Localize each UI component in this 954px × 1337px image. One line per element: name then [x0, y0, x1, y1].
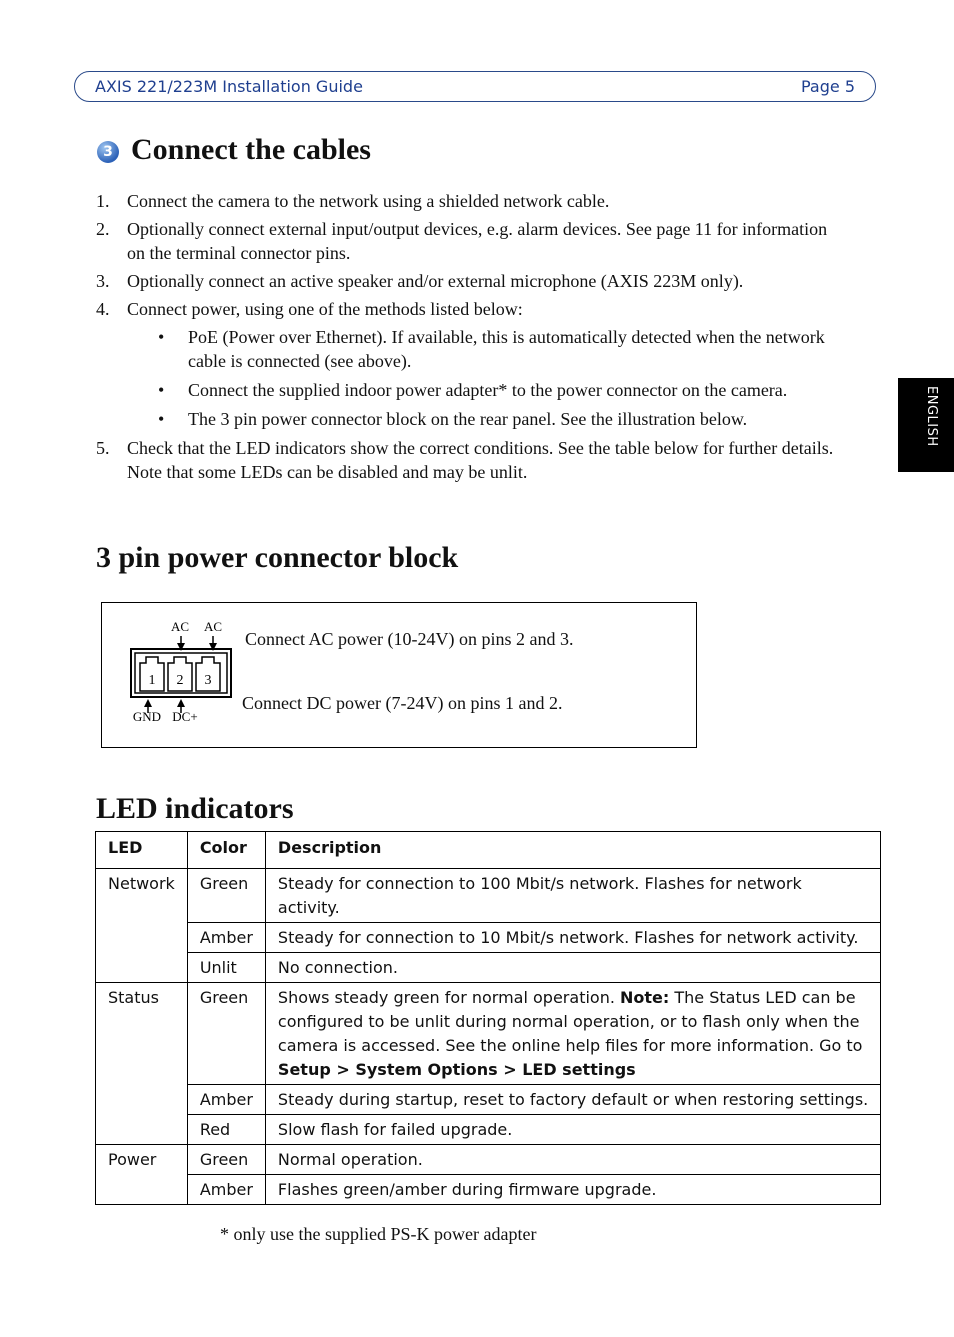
led-description: Steady during startup, reset to factory default or when restoring settings.	[265, 1085, 880, 1115]
guide-title: AXIS 221/223M Installation Guide	[95, 77, 363, 96]
list-item: • PoE (Power over Ethernet). If available, this is automatically detected when the network cable is connected (see above).	[158, 327, 825, 371]
led-name: Power	[96, 1145, 188, 1205]
led-color: Green	[187, 983, 265, 1085]
footnote: * only use the supplied PS-K power adapter	[220, 1224, 537, 1244]
pin-number-2: 2	[176, 673, 184, 688]
pin-label-gnd: GND	[132, 709, 162, 724]
table-row	[96, 1085, 881, 1115]
led-description: Flashes green/amber during firmware upgrade.	[265, 1175, 880, 1205]
steps-list	[96, 189, 846, 488]
note-label: Note:	[620, 988, 670, 1007]
dc-power-note: Connect DC power (7-24V) on pins 1 and 2.	[242, 693, 563, 713]
list-item: 4. Connect power, using one of the methods listed below:	[96, 299, 523, 319]
section-title: LED indicators	[96, 792, 294, 825]
section-title: Connect the cables	[131, 133, 371, 166]
connector-illustration	[101, 602, 697, 748]
table-row	[96, 1175, 881, 1205]
led-description: Steady for connection to 100 Mbit/s network. Flashes for network activity.	[265, 869, 880, 923]
led-color: Green	[187, 869, 265, 923]
ac-power-note: Connect AC power (10-24V) on pins 2 and 3.	[245, 629, 574, 649]
pin-number-1: 1	[148, 673, 156, 688]
list-item: 5. Check that the LED indicators show the correct conditions. See the table below for further details. Note that some LEDs can be disabled and may be unlit.	[96, 438, 834, 482]
column-header: LED	[96, 832, 188, 869]
table-header-row	[96, 832, 881, 869]
page-header	[74, 71, 876, 102]
step-number-icon: 3	[97, 141, 119, 163]
column-header: Color	[187, 832, 265, 869]
led-description: Steady for connection to 10 Mbit/s network. Flashes for network activity.	[265, 923, 880, 953]
column-header: Description	[265, 832, 880, 869]
led-table	[95, 831, 881, 1205]
table-row	[96, 983, 881, 1085]
list-item: 1. Connect the camera to the network using a shielded network cable.	[96, 191, 610, 211]
led-description: No connection.	[265, 953, 880, 983]
led-color: Green	[187, 1145, 265, 1175]
pin-number-3: 3	[204, 673, 212, 688]
led-name: Status	[96, 983, 188, 1145]
led-description: Normal operation.	[265, 1145, 880, 1175]
section-title: 3 pin power connector block	[96, 541, 459, 574]
table-row	[96, 923, 881, 953]
led-color: Amber	[187, 1085, 265, 1115]
table-row	[96, 1115, 881, 1145]
led-description: Slow flash for failed upgrade.	[265, 1115, 880, 1145]
list-item: 3. Optionally connect an active speaker and/or external microphone (AXIS 223M only).	[96, 271, 744, 291]
table-row	[96, 953, 881, 983]
pin-label-dc: DC+	[172, 709, 198, 724]
connector-diagram	[102, 603, 242, 747]
page-number: Page 5	[801, 77, 855, 96]
section-connect-cables-heading	[97, 133, 371, 167]
list-item: 2. Optionally connect external input/output devices, e.g. alarm devices. See page 11 for information on the terminal connector pins.	[96, 219, 828, 263]
settings-path: Setup > System Options > LED settings	[277, 1060, 636, 1079]
table-row	[96, 869, 881, 923]
language-tab	[898, 378, 954, 472]
language-label: ENGLISH	[924, 386, 939, 447]
pin-label-ac-2: AC	[203, 619, 223, 634]
table-row	[96, 1145, 881, 1175]
led-color: Amber	[187, 1175, 265, 1205]
pin-label-ac-1: AC	[170, 619, 190, 634]
led-color: Red	[187, 1115, 265, 1145]
led-name: Network	[96, 869, 188, 983]
list-item: • The 3 pin power connector block on the rear panel. See the illustration below.	[158, 409, 748, 429]
list-item: • Connect the supplied indoor power adapter* to the power connector on the camera.	[158, 380, 788, 400]
power-methods-list	[158, 325, 846, 431]
led-description: Shows steady green for normal operation. Note: The Status LED can be configured to be unlit during normal operation, or to flash only when the camera is accessed. See the online help files for more information. Go to Setup > System Options > LED settings	[265, 983, 880, 1085]
led-color: Unlit	[187, 953, 265, 983]
led-color: Amber	[187, 923, 265, 953]
